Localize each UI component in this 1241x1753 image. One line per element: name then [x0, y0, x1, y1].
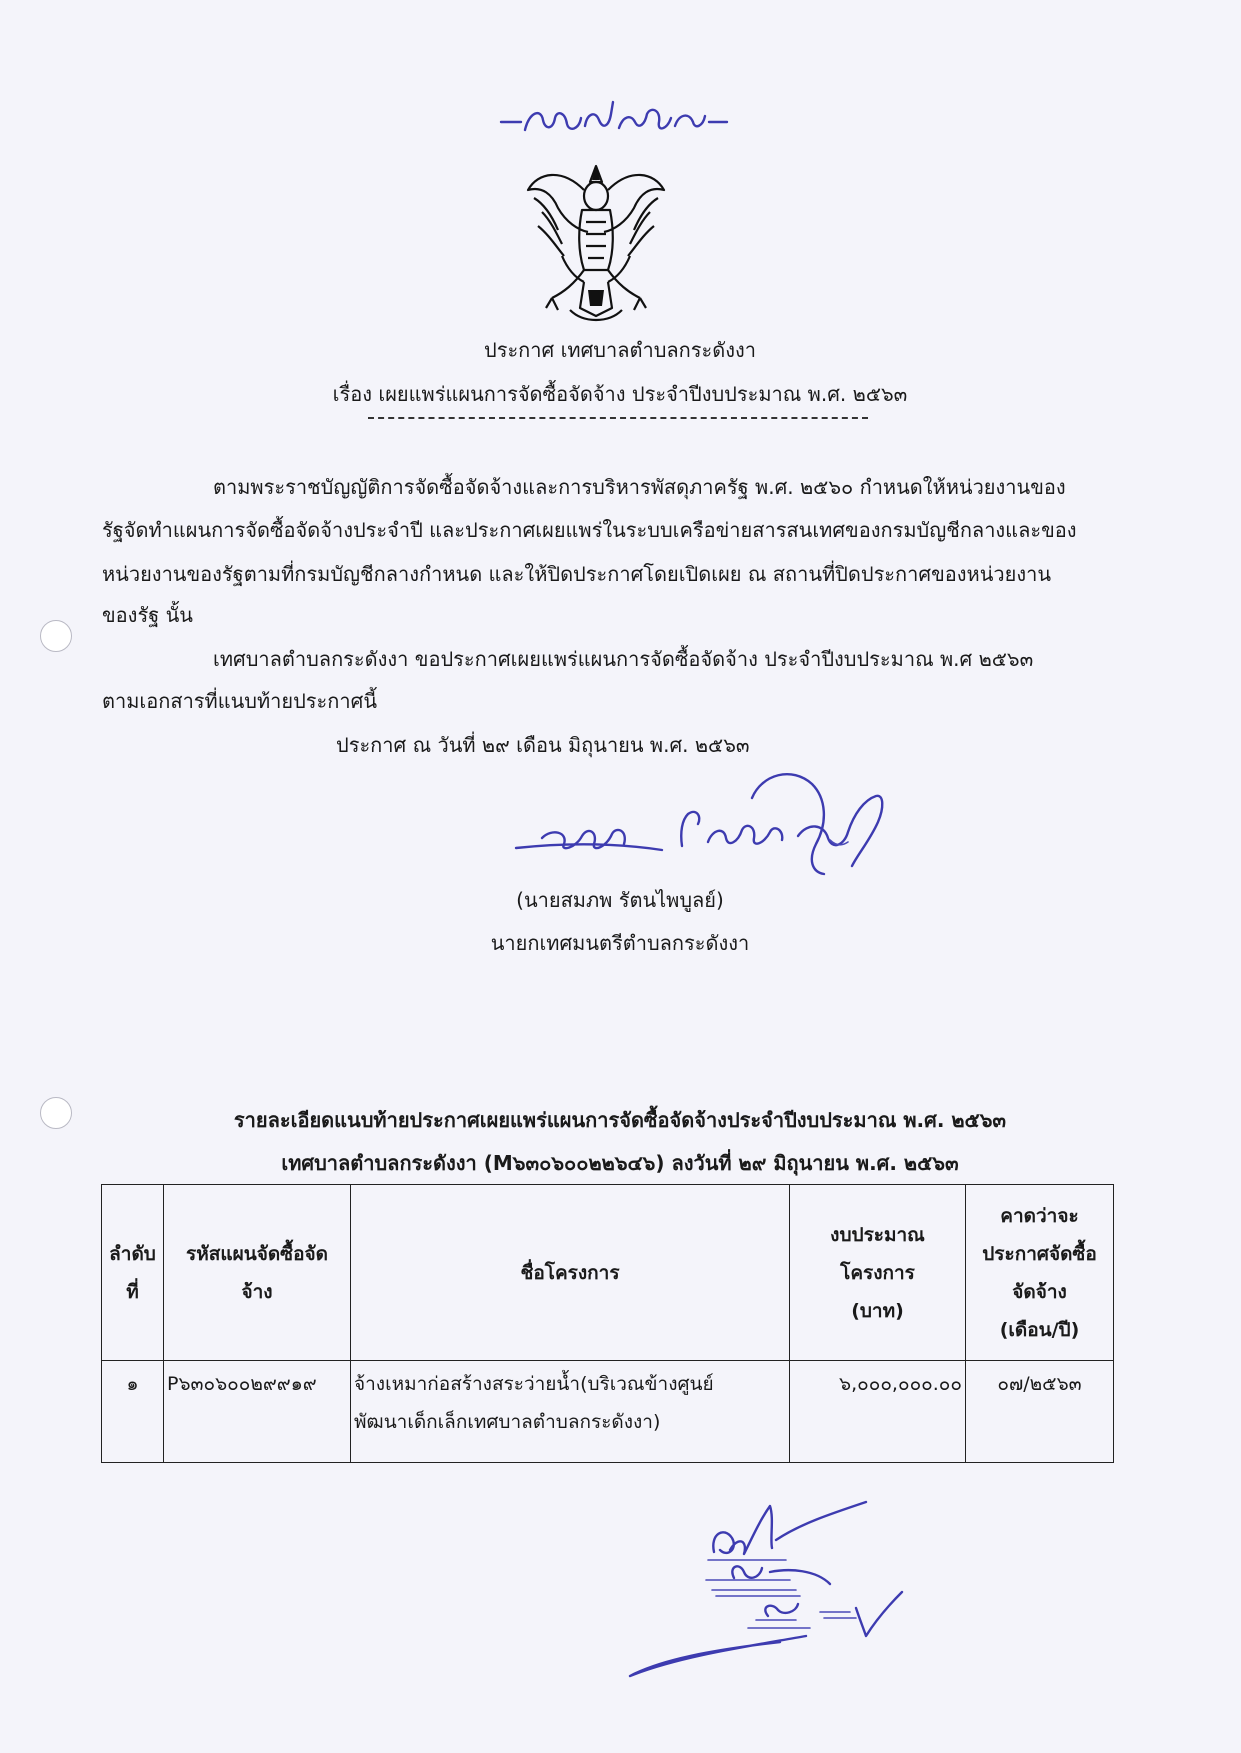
garuda-emblem: [522, 160, 670, 322]
paragraph-1-line-2: รัฐจัดทำแผนการจัดซื้อจัดจ้างประจำปี และประกาศเผยแพร่ในระบบเครือข่ายสารสนเทศของกรมบัญชีกลางและของ: [102, 518, 1077, 542]
attachment-title-line-1: รายละเอียดแนบท้ายประกาศเผยแพร่แผนการจัดซื้อจัดจ้างประจำปีงบประมาณ พ.ศ. ๒๕๖๓: [233, 1108, 1007, 1132]
col-header-expected-date: คาดว่าจะ ประกาศจัดซื้อ จัดจ้าง (เดือน/ปี): [966, 1185, 1114, 1361]
col-header-plan-code: รหัสแผนจัดซื้อจัด จ้าง: [164, 1185, 351, 1361]
announcement-subject: เรื่อง เผยแพร่แผนการจัดซื้อจัดจ้าง ประจำปีงบประมาณ พ.ศ. ๒๕๖๓: [332, 382, 908, 406]
attachment-title-line-2: เทศบาลตำบลกระดังงา (M๖๓๐๖๐๐๒๒๖๔๖) ลงวันที่ ๒๙ มิถุนายน พ.ศ. ๒๕๖๓: [281, 1151, 959, 1175]
col-header-project-name: ชื่อโครงการ: [351, 1185, 790, 1361]
col-header-budget: งบประมาณ โครงการ (บาท): [790, 1185, 966, 1361]
paragraph-1-line-3: หน่วยงานของรัฐตามที่กรมบัญชีกลางกำหนด และให้ปิดประกาศโดยเปิดเผย ณ สถานที่ปิดประกาศของหน่วยงาน: [102, 562, 1052, 586]
header-dashed-rule: [368, 417, 868, 419]
punch-hole-bottom: [40, 1097, 72, 1129]
signatory-position: นายกเทศมนตรีตำบลกระดังงา: [490, 931, 750, 955]
signatory-name: (นายสมภพ รัตนไพบูลย์): [516, 888, 724, 912]
row-plan-code: P๖๓๐๖๐๐๒๙๙๑๙: [164, 1361, 351, 1463]
paragraph-2-line-1: เทศบาลตำบลกระดังงา ขอประกาศเผยแพร่แผนการจัดซื้อจัดจ้าง ประจำปีงบประมาณ พ.ศ ๒๕๖๓: [213, 647, 1034, 671]
table-header-row: [102, 1185, 1114, 1361]
mayor-signature: [512, 762, 942, 892]
paragraph-1-line-1: ตามพระราชบัญญัติการจัดซื้อจัดจ้างและการบริหารพัสดุภาครัฐ พ.ศ. ๒๕๖๐ กำหนดให้หน่วยงานของ: [213, 475, 1066, 499]
row-budget: ๖,๐๐๐,๐๐๐.๐๐: [790, 1361, 966, 1463]
punch-hole-top: [40, 620, 72, 652]
handwritten-copy-note: [495, 90, 735, 150]
announcement-heading: ประกาศ เทศบาลตำบลกระดังงา: [484, 338, 756, 362]
row-project-name: จ้างเหมาก่อสร้างสระว่ายน้ำ(บริเวณข้างศูนย์ พัฒนาเด็กเล็กเทศบาลตำบลกระดังงา): [351, 1361, 790, 1463]
table-row: [102, 1361, 1114, 1463]
col-header-number: ลำดับ ที่: [102, 1185, 164, 1361]
paragraph-1-line-4: ของรัฐ นั้น: [102, 603, 193, 627]
row-number: ๑: [102, 1361, 164, 1463]
procurement-plan-table: [101, 1184, 1114, 1463]
paragraph-2-line-2: ตามเอกสารที่แนบท้ายประกาศนี้: [102, 689, 377, 713]
row-expected-date: ๐๗/๒๕๖๓: [966, 1361, 1114, 1463]
reviewer-initials: [620, 1480, 940, 1680]
announcement-date: ประกาศ ณ วันที่ ๒๙ เดือน มิถุนายน พ.ศ. ๒๕๖๓: [336, 733, 750, 757]
